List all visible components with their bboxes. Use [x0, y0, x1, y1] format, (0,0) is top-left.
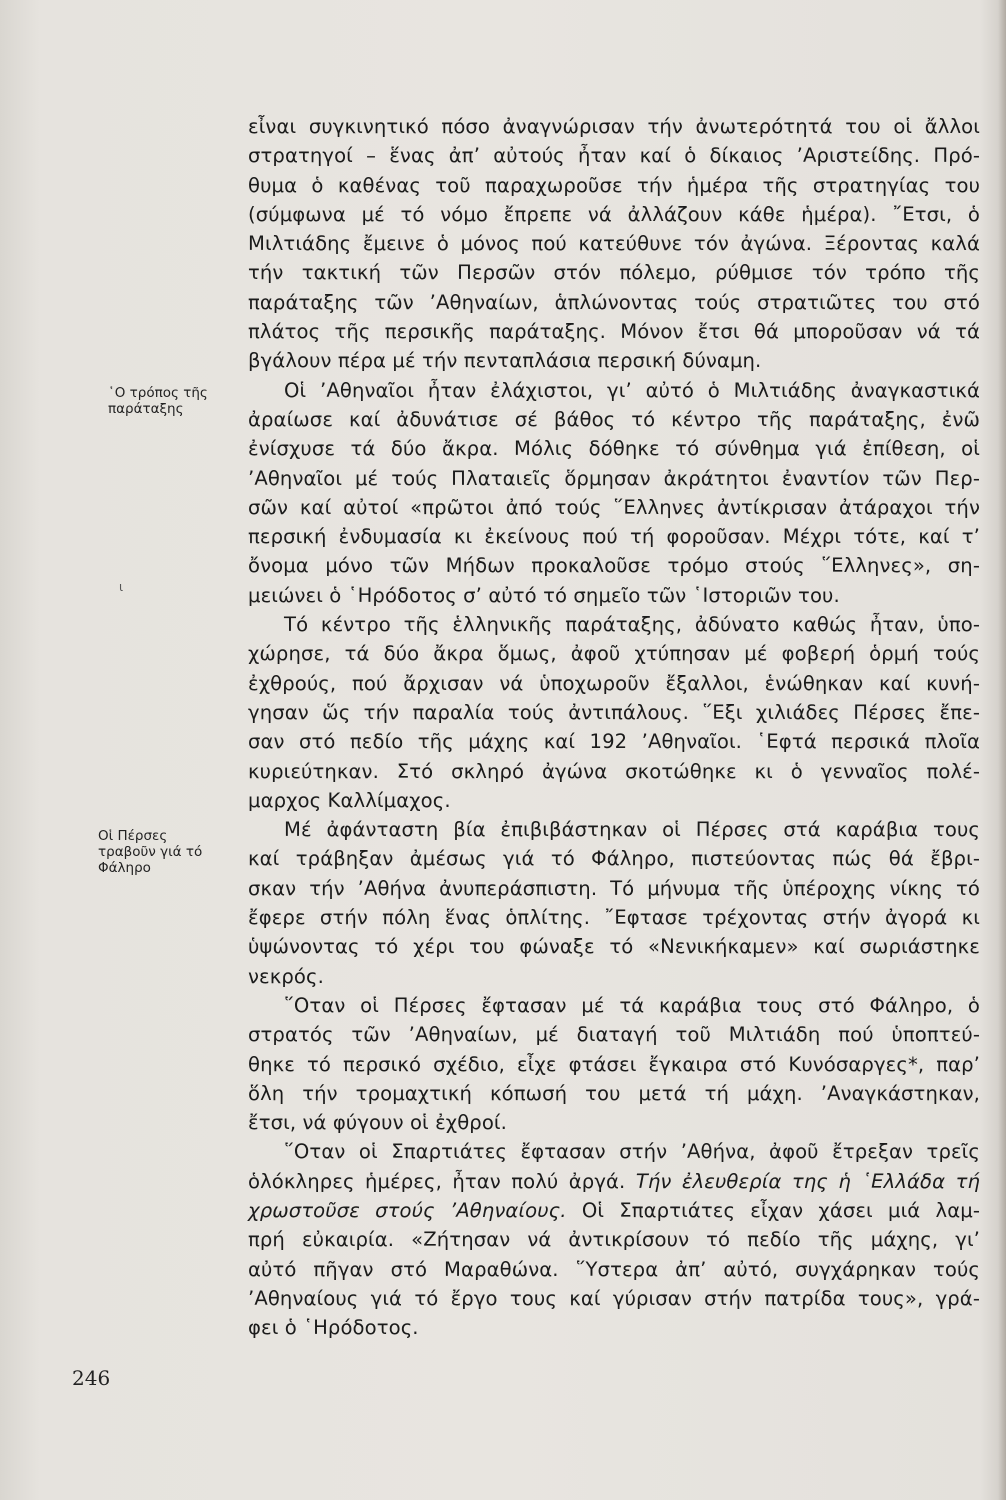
text-line: βγάλουν πέρα μέ τήν πενταπλάσια περσική δύναμη. [248, 349, 762, 373]
text-line: γησαν ὥς τήν παραλία τούς ἀντιπάλους. ῞Εξι χιλιάδες Πέρσες ἔπε- [248, 700, 980, 724]
text-line: ’Αθηναίους γιά τό ἔργο τους καί γύρισαν στήν πατρίδα τους», γρά- [248, 1286, 980, 1310]
page-number: 246 [72, 1366, 111, 1390]
text-line: ἔφερε στήν πόλη ἕνας ὁπλίτης. ῎Εφτασε τρέχοντας στήν ἀγορά κι [248, 906, 980, 930]
body-text [248, 112, 980, 1342]
text-line: σκαν τήν ’Αθήνα ἀνυπεράσπιστη. Τό μήνυμα τῆς ὑπέροχης νίκης τό [248, 876, 980, 900]
text-line: χώρησε, τά δύο ἄκρα ὅμως, ἀφοῦ χτύπησαν μέ φοβερή ὁρμή τούς [248, 642, 980, 666]
margin-note-line: ῾Ο τρόπος τῆς [108, 385, 208, 401]
margin-note-formation [108, 385, 228, 417]
text-line: Μέ ἀφάνταστη βία ἐπιβιβάστηκαν οἱ Πέρσες στά καράβια τους [284, 818, 980, 842]
text-line: (σύμφωνα μέ τό νόμο ἔπρεπε νά ἀλλάζουν κάθε ἡμέρα). ῎Ετσι, ὁ [248, 202, 980, 226]
text-line: Τό κέντρο τῆς ἑλληνικῆς παράταξης, ἀδύνατο καθώς ἦταν, ὑπο- [284, 613, 980, 637]
stray-mark: ι [119, 580, 124, 594]
text-line: ἔτσι, νά φύγουν οἱ ἐχθροί. [248, 1111, 507, 1135]
text-line: ῞Οταν οἱ Πέρσες ἔφτασαν μέ τά καράβια τους στό Φάληρο, ὁ [284, 993, 980, 1017]
paragraph [248, 991, 980, 1137]
text-line: καί τράβηξαν ἀμέσως γιά τό Φάληρο, πιστεύοντας πώς θά ἔβρι- [248, 847, 980, 871]
italic-segment: Τήν ἐλευθερία της ἡ ῾Ελλάδα τή [635, 1169, 980, 1193]
paragraph [248, 610, 980, 815]
text-line: πρή εὐκαιρία. «Ζήτησαν νά ἀντικρίσουν τό πεδίο τῆς μάχης, γι’ [248, 1228, 980, 1252]
text-line: ἐνίσχυσε τά δύο ἄκρα. Μόλις δόθηκε τό σύνθημα γιά ἐπίθεση, οἱ [248, 437, 980, 461]
page-edge-shadow [998, 0, 1006, 1500]
text-line: θυμα ὁ καθένας τοῦ παραχωροῦσε τήν ἡμέρα τῆς στρατηγίας του [248, 173, 980, 197]
text-line: μειώνει ὁ ῾Ηρόδοτος σ’ αὐτό τό σημεῖο τῶν ῾Ιστοριῶν του. [248, 583, 840, 607]
text-line: μαρχος Καλλίμαχος. [248, 788, 451, 812]
text-line: σαν στό πεδίο τῆς μάχης καί 192 ’Αθηναῖοι. ῾Εφτά περσικά πλοῖα [248, 730, 980, 754]
text-line: παράταξης τῶν ’Αθηναίων, ἁπλώνοντας τούς στρατιῶτες του στό [248, 290, 980, 314]
text-line: στρατηγοί – ἕνας ἀπ’ αὐτούς ἦταν καί ὁ δίκαιος ’Αριστείδης. Πρό- [248, 144, 980, 168]
text-line: φει ὁ ῾Ηρόδοτος. [248, 1316, 419, 1340]
text-line: κυριεύτηκαν. Στό σκληρό ἀγώνα σκοτώθηκε κι ὁ γενναῖος πολέ- [248, 759, 980, 783]
paragraph [248, 376, 980, 610]
text-line: τήν τακτική τῶν Περσῶν στόν πόλεμο, ρύθμισε τόν τρόπο τῆς [248, 261, 980, 285]
text-line: ὑψώνοντας τό χέρι του φώναξε τό «Νενικήκαμεν» καί σωριάστηκε [248, 935, 980, 959]
text-line: ἐχθρούς, πού ἄρχισαν νά ὑποχωροῦν ἔξαλλοι, ἑνώθηκαν καί κυνή- [248, 671, 980, 695]
italic-segment: χρωστοῦσε στούς ’Αθηναίους. [248, 1198, 567, 1222]
text-line: αὐτό πῆγαν στό Μαραθώνα. ῞Υστερα ἀπ’ αὐτό, συγχάρηκαν τούς [248, 1257, 980, 1281]
text-line: ῞Οταν οἱ Σπαρτιάτες ἔφτασαν στήν ’Αθήνα, ἀφοῦ ἔτρεξαν τρεῖς [284, 1140, 980, 1164]
text-line: πλάτος τῆς περσικῆς παράταξης. Μόνον ἔτσι θά μποροῦσαν νά τά [248, 320, 980, 344]
margin-note-line: Οἱ Πέρσες [98, 828, 168, 844]
text-line: ὅλη τήν τρομαχτική κόπωσή του μετά τή μάχη. ’Αναγκάστηκαν, [248, 1081, 980, 1105]
text-line: σῶν καί αὐτοί «πρῶτοι ἀπό τούς ῞Ελληνες ἀντίκρισαν ἀτάραχοι τήν [248, 495, 980, 519]
text-line: εἶναι συγκινητικό πόσο ἀναγνώρισαν τήν ἀνωτερότητά του οἱ ἄλλοι [248, 115, 980, 138]
text-line-mixed [248, 1167, 980, 1196]
text-line: ὄνομα μόνο τῶν Μήδων προκαλοῦσε τρόμο στούς ῞Ελληνες», ση- [248, 554, 980, 578]
text-line: στρατός τῶν ’Αθηναίων, μέ διαταγή τοῦ Μιλτιάδη πού ὑποπτεύ- [248, 1023, 980, 1047]
text-line: Μιλτιάδης ἔμεινε ὁ μόνος πού κατεύθυνε τόν ἀγώνα. Ξέροντας καλά [248, 232, 980, 256]
margin-note-line: παράταξης [108, 401, 184, 417]
text-line: θηκε τό περσικό σχέδιο, εἶχε φτάσει ἔγκαιρα στό Κυνόσαργες*, παρ’ [248, 1052, 980, 1076]
text-line-mixed [248, 1196, 980, 1225]
paragraph [248, 1137, 980, 1342]
text-line: περσική ἐνδυμασία κι ἐκείνους πού τή φοροῦσαν. Μέχρι τότε, καί τ’ [248, 525, 980, 549]
text-segment: ὁλόκληρες ἡμέρες, ἦταν πολύ ἀργά. [248, 1169, 626, 1193]
margin-note-persians [98, 828, 228, 876]
text-line: Οἱ ’Αθηναῖοι ἦταν ἐλάχιστοι, γι’ αὐτό ὁ Μιλτιάδης ἀναγκαστικά [284, 378, 980, 402]
paragraph [248, 112, 980, 376]
margin-note-line: τραβοῦν γιά τό [98, 844, 203, 860]
margin-note-line: Φάληρο [98, 860, 151, 876]
text-line: ἀραίωσε καί ἀδυνάτισε σέ βάθος τό κέντρο τῆς παράταξης, ἐνῶ [248, 407, 980, 431]
text-line: νεκρός. [248, 964, 324, 988]
paragraph [248, 815, 980, 991]
text-segment: Οἱ Σπαρτιάτες εἶχαν χάσει μιά λαμ- [581, 1198, 980, 1222]
text-line: ’Αθηναῖοι μέ τούς Πλαταιεῖς ὅρμησαν ἀκράτητοι ἐναντίον τῶν Περ- [248, 466, 980, 490]
